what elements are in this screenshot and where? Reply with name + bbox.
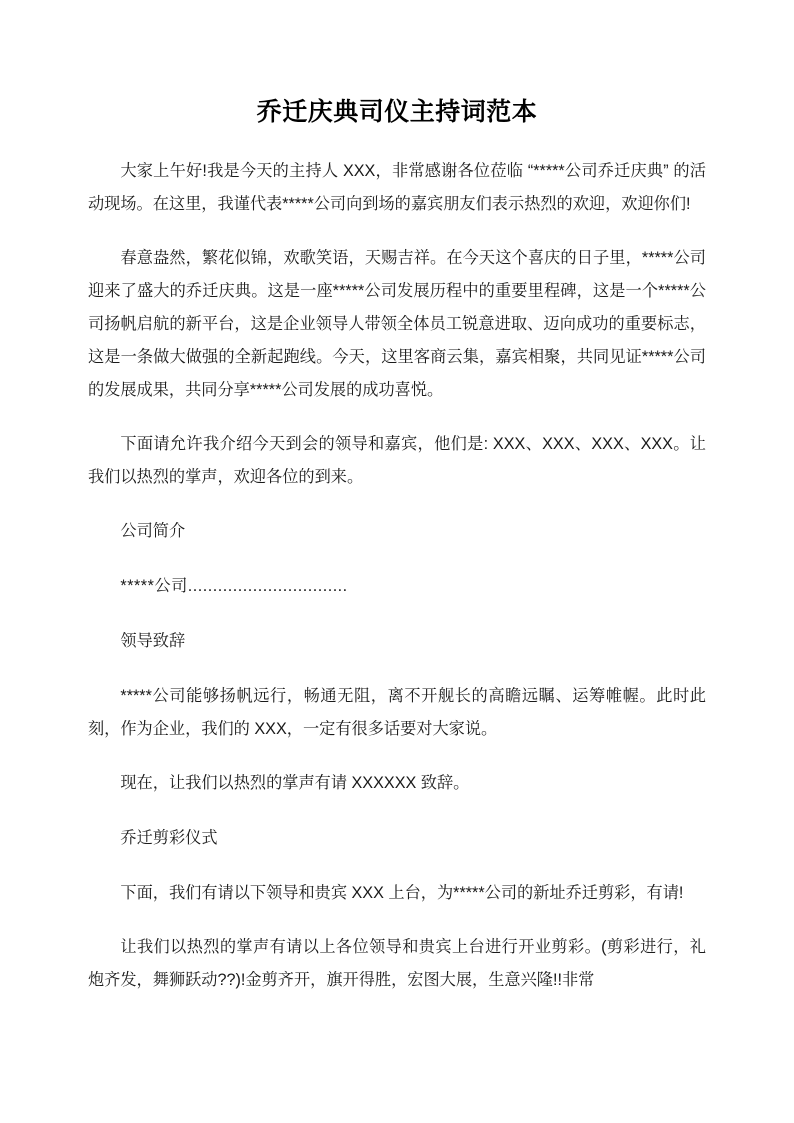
page-title: 乔迁庆典司仪主持词范本 [256, 98, 538, 126]
paragraph-invite-speaker: 现在，让我们以热烈的掌声有请 XXXXXX 致辞。 [120, 773, 470, 792]
section-heading-leader-speech: 领导致辞 [120, 631, 186, 650]
section-heading-ribbon-ceremony: 乔迁剪彩仪式 [120, 828, 218, 847]
paragraph-leader-speech-intro: *****公司能够扬帆远行，畅通无阻，离不开舰长的高瞻远瞩、运筹帷幄。此时此刻，作为企业，我们的 XXX，一定有很多话要对大家说。 [88, 686, 706, 738]
paragraph-ribbon-applause: 让我们以热烈的掌声有请以上各位领导和贵宾上台进行开业剪彩。(剪彩进行，礼炮齐发，舞狮跃动??)!金剪齐开，旗开得胜，宏图大展，生意兴隆!!非常 [88, 937, 706, 989]
paragraph-company-profile-placeholder: *****公司................................ [120, 576, 348, 595]
paragraph-introduce-guests: 下面请允许我介绍今天到会的领导和嘉宾，他们是: XXX、XXX、XXX、XXX。让我们以热烈的掌声，欢迎各位的到来。 [88, 434, 706, 486]
paragraph-spring-celebration: 春意盎然，繁花似锦，欢歌笑语，天赐吉祥。在今天这个喜庆的日子里，*****公司迎来了盛大的乔迁庆典。这是一座*****公司发展历程中的重要里程碑，这是一个*****公司扬帆启航的新平台，这是企业领导人带领全体员工锐意进取、迈向成功的重要标志，这是一条做大做强的全新起跑线。今天，这里客商云集，嘉宾相聚，共同见证*****公司的发展成果，共同分享*****公司发展的成功喜悦。 [88, 248, 706, 399]
paragraph-invite-ribbon-guests: 下面，我们有请以下领导和贵宾 XXX 上台，为*****公司的新址乔迁剪彩，有请! [120, 883, 684, 902]
document-body [88, 96, 706, 1018]
section-heading-company-profile: 公司简介 [120, 521, 186, 540]
paragraph-opening-welcome: 大家上午好!我是今天的主持人 XXX，非常感谢各位莅临 “*****公司乔迁庆典” 的活动现场。在这里，我谨代表*****公司向到场的嘉宾朋友们表示热烈的欢迎，欢迎你们! [88, 161, 706, 213]
